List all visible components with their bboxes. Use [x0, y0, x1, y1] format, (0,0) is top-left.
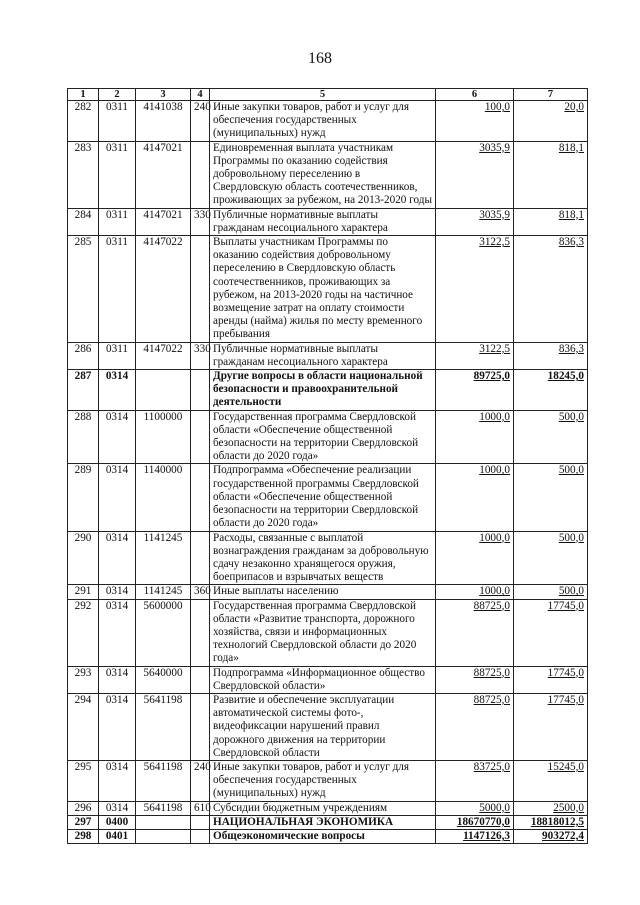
amount-col7-value: 18818012,5 [530, 815, 584, 828]
col-header-6: 6 [436, 89, 514, 101]
item-name: Иные закупки товаров, работ и услуг для обеспечения государственных (муниципальных) нужд [210, 101, 436, 142]
amount-col7 [514, 829, 588, 843]
amount-col7 [514, 141, 588, 208]
amount-col7 [514, 342, 588, 369]
expense-type: 360 [191, 585, 210, 599]
col-header-1: 1 [68, 89, 99, 101]
amount-col7 [514, 760, 588, 801]
row-number: 293 [68, 666, 99, 693]
table-row [68, 236, 588, 343]
expense-type: 330 [191, 342, 210, 369]
target-code: 5641198 [136, 760, 191, 801]
section-code: 0311 [99, 208, 136, 235]
row-number: 295 [68, 760, 99, 801]
amount-col6 [436, 464, 514, 531]
amount-col6 [436, 599, 514, 666]
amount-col6 [436, 801, 514, 815]
target-code: 5641198 [136, 801, 191, 815]
amount-col7 [514, 666, 588, 693]
amount-col6 [436, 342, 514, 369]
amount-col7-value: 818,1 [558, 208, 584, 221]
table-row [68, 208, 588, 235]
amount-col6-value: 1000,0 [479, 464, 510, 477]
item-name: Развитие и обеспечение эксплуатации автоматической системы фото-, видеофиксации нарушений правил дорожного движения на территории Свердловской области [210, 693, 436, 760]
item-name: Публичные нормативные выплаты гражданам несоциального характера [210, 208, 436, 235]
expense-type: 240 [191, 101, 210, 142]
amount-col7 [514, 464, 588, 531]
target-code: 1140000 [136, 464, 191, 531]
section-code: 0314 [99, 760, 136, 801]
section-code: 0400 [99, 815, 136, 829]
row-number: 297 [68, 815, 99, 829]
expense-type: 610 [191, 801, 210, 815]
item-name: Иные закупки товаров, работ и услуг для обеспечения государственных (муниципальных) нужд [210, 760, 436, 801]
table-row [68, 410, 588, 464]
amount-col6 [436, 829, 514, 843]
table-row [68, 141, 588, 208]
amount-col6-value: 83725,0 [473, 760, 510, 773]
amount-col6 [436, 208, 514, 235]
item-name: Расходы, связанные с выплатой вознаграждения гражданам за добровольную сдачу незаконно хранящегося оружия, боеприпасов и взрывчатых веществ [210, 531, 436, 585]
amount-col6-value: 1000,0 [479, 410, 510, 423]
amount-col6 [436, 531, 514, 585]
amount-col7-value: 500,0 [558, 464, 584, 477]
item-name: Иные выплаты населению [210, 585, 436, 599]
expense-type [191, 599, 210, 666]
item-name: Общеэкономические вопросы [210, 829, 436, 843]
amount-col6-value: 1000,0 [479, 531, 510, 544]
section-code: 0314 [99, 370, 136, 411]
amount-col6 [436, 236, 514, 343]
page-number: 168 [308, 50, 332, 67]
amount-col6-value: 1147126,3 [463, 829, 510, 842]
amount-col6 [436, 760, 514, 801]
table-row [68, 829, 588, 843]
row-number: 284 [68, 208, 99, 235]
target-code: 4147021 [136, 208, 191, 235]
budget-table [67, 88, 588, 844]
amount-col7 [514, 599, 588, 666]
target-code [136, 815, 191, 829]
amount-col6 [436, 370, 514, 411]
row-number: 291 [68, 585, 99, 599]
amount-col7 [514, 801, 588, 815]
amount-col6-value: 5000,0 [479, 801, 510, 814]
section-code: 0311 [99, 342, 136, 369]
amount-col7-value: 836,3 [558, 342, 584, 355]
table-row [68, 599, 588, 666]
amount-col7-value: 818,1 [558, 141, 584, 154]
amount-col7 [514, 815, 588, 829]
expense-type [191, 693, 210, 760]
table-row [68, 693, 588, 760]
target-code: 4147022 [136, 236, 191, 343]
item-name: Единовременная выплата участникам Программы по оказанию содействия добровольному переселению в Свердловскую область соотечественников, проживающих за рубежом, на 2013-2020 годы [210, 141, 436, 208]
amount-col7 [514, 410, 588, 464]
table-body [68, 101, 588, 844]
table-row [68, 815, 588, 829]
row-number: 286 [68, 342, 99, 369]
table-row [68, 464, 588, 531]
expense-type [191, 410, 210, 464]
row-number: 285 [68, 236, 99, 343]
amount-col7-value: 20,0 [564, 101, 584, 113]
amount-col7 [514, 585, 588, 599]
item-name: Выплаты участникам Программы по оказанию содействия добровольному переселению в Свердловскую область соотечественников, проживающих за рубежом, на 2013-2020 годы на частичное возмещение затрат на оплату стоимости аренды (найма) жилья по месту временного пребывания [210, 236, 436, 343]
row-number: 290 [68, 531, 99, 585]
section-code: 0311 [99, 141, 136, 208]
amount-col6-value: 88725,0 [473, 693, 510, 706]
item-name: Подпрограмма «Обеспечение реализации государственной программы Свердловской области «Обеспечение общественной безопасности на территории Свердловской области до 2020 года» [210, 464, 436, 531]
target-code: 4141038 [136, 101, 191, 142]
row-number: 294 [68, 693, 99, 760]
expense-type [191, 531, 210, 585]
amount-col6-value: 18670770,0 [456, 815, 510, 828]
amount-col6-value: 3035,9 [479, 208, 510, 221]
amount-col6-value: 89725,0 [473, 370, 510, 383]
col-header-3: 3 [136, 89, 191, 101]
amount-col6 [436, 410, 514, 464]
amount-col6 [436, 585, 514, 599]
amount-col6-value: 3122,5 [479, 342, 510, 355]
amount-col7-value: 18245,0 [547, 370, 584, 383]
target-code: 4147022 [136, 342, 191, 369]
amount-col6-value: 100,0 [484, 101, 510, 113]
table-row [68, 801, 588, 815]
amount-col7 [514, 101, 588, 142]
item-name: Государственная программа Свердловской области «Развитие транспорта, дорожного хозяйства, связи и информационных технологий Свердловской области до 2020 года» [210, 599, 436, 666]
target-code [136, 829, 191, 843]
target-code [136, 370, 191, 411]
expense-type [191, 464, 210, 531]
table-row [68, 531, 588, 585]
section-code: 0314 [99, 464, 136, 531]
amount-col7 [514, 208, 588, 235]
amount-col7-value: 500,0 [558, 410, 584, 423]
target-code: 1100000 [136, 410, 191, 464]
expense-type [191, 666, 210, 693]
target-code: 5600000 [136, 599, 191, 666]
amount-col7-value: 2500,0 [553, 801, 584, 814]
row-number: 282 [68, 101, 99, 142]
item-name: Другие вопросы в области национальной безопасности и правоохранительной деятельности [210, 370, 436, 411]
amount-col6-value: 3122,5 [479, 236, 510, 249]
amount-col6 [436, 666, 514, 693]
target-code: 1141245 [136, 531, 191, 585]
section-code: 0314 [99, 693, 136, 760]
section-code: 0314 [99, 666, 136, 693]
amount-col7-value: 15245,0 [547, 760, 584, 773]
table-row [68, 585, 588, 599]
section-code: 0314 [99, 531, 136, 585]
expense-type [191, 236, 210, 343]
amount-col6 [436, 693, 514, 760]
col-header-5: 5 [210, 89, 436, 101]
col-header-7: 7 [514, 89, 588, 101]
row-number: 298 [68, 829, 99, 843]
row-number: 288 [68, 410, 99, 464]
item-name: Государственная программа Свердловской области «Обеспечение общественной безопасности на территории Свердловской области до 2020 года» [210, 410, 436, 464]
amount-col6 [436, 141, 514, 208]
expense-type [191, 829, 210, 843]
section-code: 0311 [99, 236, 136, 343]
amount-col6-value: 88725,0 [473, 666, 510, 679]
table-row [68, 760, 588, 801]
amount-col6-value: 1000,0 [479, 585, 510, 598]
amount-col7-value: 836,3 [558, 236, 584, 249]
table-header-row [68, 89, 588, 101]
col-header-2: 2 [99, 89, 136, 101]
section-code: 0311 [99, 101, 136, 142]
col-header-4: 4 [191, 89, 210, 101]
table-row [68, 370, 588, 411]
target-code: 5641198 [136, 693, 191, 760]
section-code: 0314 [99, 599, 136, 666]
item-name: Публичные нормативные выплаты гражданам несоциального характера [210, 342, 436, 369]
table-row [68, 342, 588, 369]
item-name: Подпрограмма «Информационное общество Свердловской области» [210, 666, 436, 693]
amount-col6-value: 88725,0 [473, 599, 510, 612]
amount-col7-value: 17745,0 [547, 666, 584, 679]
table-row [68, 101, 588, 142]
amount-col7-value: 500,0 [558, 531, 584, 544]
target-code: 5640000 [136, 666, 191, 693]
section-code: 0314 [99, 801, 136, 815]
target-code: 1141245 [136, 585, 191, 599]
item-name: НАЦИОНАЛЬНАЯ ЭКОНОМИКА [210, 815, 436, 829]
row-number: 289 [68, 464, 99, 531]
amount-col6-value: 3035,9 [479, 141, 510, 154]
row-number: 283 [68, 141, 99, 208]
section-code: 0314 [99, 410, 136, 464]
item-name: Субсидии бюджетным учреждениям [210, 801, 436, 815]
row-number: 292 [68, 599, 99, 666]
section-code: 0314 [99, 585, 136, 599]
expense-type [191, 815, 210, 829]
amount-col7-value: 500,0 [558, 585, 584, 598]
expense-type [191, 141, 210, 208]
expense-type: 330 [191, 208, 210, 235]
row-number: 296 [68, 801, 99, 815]
row-number: 287 [68, 370, 99, 411]
amount-col7-value: 17745,0 [547, 599, 584, 612]
expense-type: 240 [191, 760, 210, 801]
amount-col7-value: 17745,0 [547, 693, 584, 706]
amount-col7 [514, 370, 588, 411]
amount-col6 [436, 101, 514, 142]
amount-col7-value: 903272,4 [542, 829, 584, 842]
amount-col7 [514, 693, 588, 760]
expense-type [191, 370, 210, 411]
section-code: 0401 [99, 829, 136, 843]
amount-col6 [436, 815, 514, 829]
amount-col7 [514, 236, 588, 343]
table-row [68, 666, 588, 693]
amount-col7 [514, 531, 588, 585]
target-code: 4147021 [136, 141, 191, 208]
